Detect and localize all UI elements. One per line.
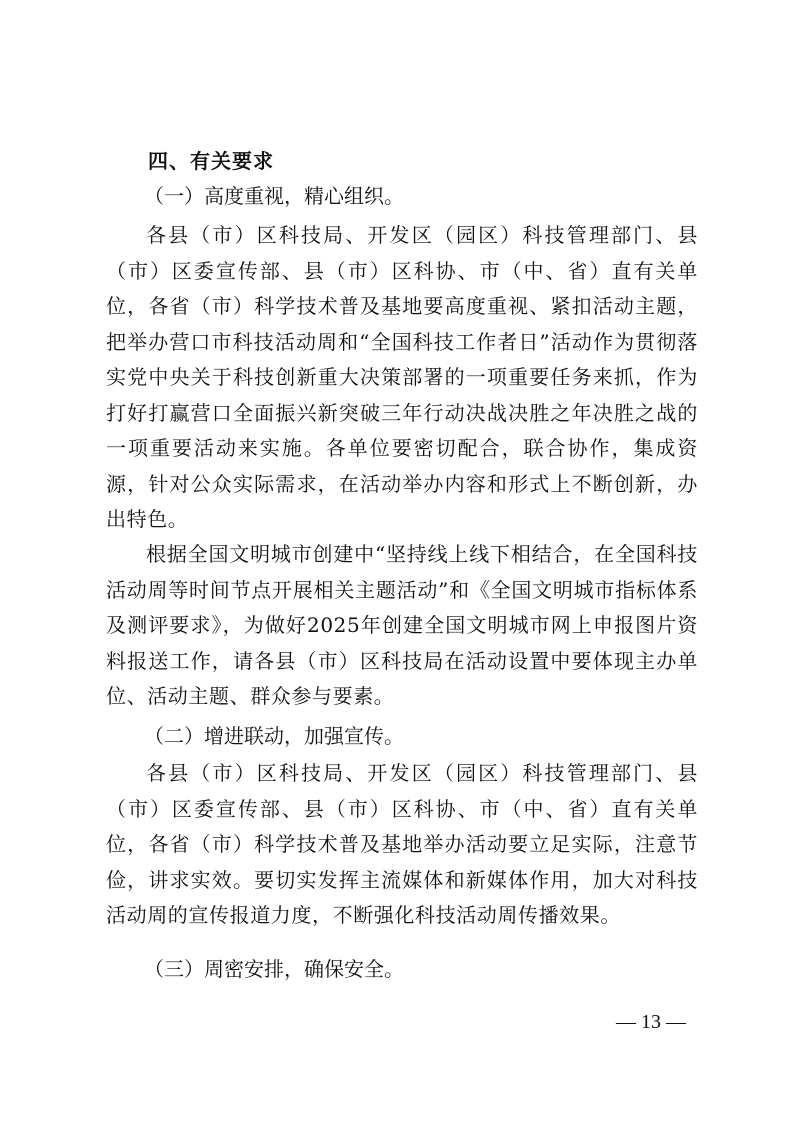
section-heading: 四、有关要求	[148, 149, 274, 173]
page-number: — 13 —	[616, 1011, 686, 1033]
subsection-title-3: （三）周密安排，确保安全。	[144, 957, 404, 981]
subsection-title-2: （二）增进联动，加强宣传。	[144, 724, 404, 748]
paragraph-2-1: 各县（市）区科技局、开发区（园区）科技管理部门、县（市）区委宣传部、县（市）区科协、市（中、省）直有关单位，各省（市）科学技术普及基地举办活动要立足实际，注意节俭，讲求实效。要切实发挥主流媒体和新媒体作用，加大对科技活动周的宣传报道力度，不断强化科技活动周传播效果。	[106, 761, 698, 927]
subsection-title-1: （一）高度重视，精心组织。	[144, 184, 404, 208]
paragraph-1-1: 各县（市）区科技局、开发区（园区）科技管理部门、县（市）区委宣传部、县（市）区科协、市（中、省）直有关单位，各省（市）科学技术普及基地要高度重视、紧扣活动主题，把举办营口市科技活动周和“全国科技工作者日”活动作为贯彻落实党中央关于科技创新重大决策部署的一项重要任务来抓，作为打好打赢营口全面振兴新突破三年行动决战决胜之年决胜之战的一项重要活动来实施。各单位要密切配合，联合协作，集成资源，针对公众实际需求，在活动举办内容和形式上不断创新，办出特色。	[106, 223, 698, 531]
paragraph-1-2: 根据全国文明城市创建中“坚持线上线下相结合，在全国科技活动周等时间节点开展相关主题活动”和《全国文明城市指标体系及测评要求》，为做好2025年创建全国文明城市网上申报图片资料报送工作，请各县（市）区科技局在活动设置中要体现主办单位、活动主题、群众参与要素。	[106, 542, 698, 708]
